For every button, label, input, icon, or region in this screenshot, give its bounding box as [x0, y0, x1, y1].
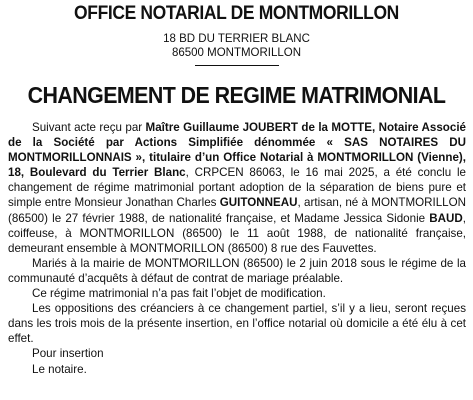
notice-body [8, 120, 466, 377]
notice-headline: CHANGEMENT DE REGIME MATRIMONIAL [27, 82, 446, 108]
spouse2-surname: BAUD [429, 211, 463, 225]
notary-name: Maître Guillaume JOUBERT de la MOTTE, Notaire Associé de la Société par Actions Simplifiée dénommée « SAS NOTAIRES DU MONTMORILLONNAIS », titulaire d’un Office Notarial à MONTMORILLON (Vienne), 18, Boulevard du Terrier Blanc [8, 121, 466, 180]
spouse1-surname: GUITONNEAU [219, 196, 298, 210]
paragraph-oppositions: Les oppositions des créanciers à ce changement partiel, s’il y a lieu, seront reçues dans les trois mois de la présente insertion, en l’office notarial où domicile a été élu à cet effet. [8, 302, 466, 346]
paragraph-marriage: Mariés à la mairie de MONTMORILLON (86500) le 2 juin 2018 sous le régime de la communauté d’acquêts à défaut de contrat de mariage préalable. [8, 256, 466, 285]
signature-line2: Le notaire. [32, 362, 87, 376]
office-title: OFFICE NOTARIAL DE MONTMORILLON [74, 3, 399, 24]
address-street: 18 BD DU TERRIER BLANC [163, 33, 310, 45]
paragraph-modification: Ce régime matrimonial n’a pas fait l’objet de modification. [32, 287, 326, 301]
spouse1-details-text: , artisan, né à MONTMORILLON (86500) le 27 février 1988, de nationalité française, et Madame Jessica Sidonie [8, 196, 466, 225]
header-divider [195, 65, 279, 66]
act-intro-text: Suivant acte reçu par [32, 121, 146, 134]
paragraph-act [8, 120, 466, 256]
address-city: 86500 MONTMORILLON [171, 47, 302, 59]
spouse2-details-text: , coiffeuse, à MONTMORILLON (86500) le 11 août 1988, de nationalité française, demeurant ensemble à MONTMORILLON (86500) 8 rue des Fauvettes. [8, 211, 466, 255]
act-details-text: , CRPCEN 86063, le 16 mai 2025, a été conclu le changement de régime matrimonial portant adoption de la séparation de biens pure et simple entre Monsieur Jonathan Charles [8, 166, 466, 210]
signature-line1: Pour insertion [32, 347, 104, 361]
